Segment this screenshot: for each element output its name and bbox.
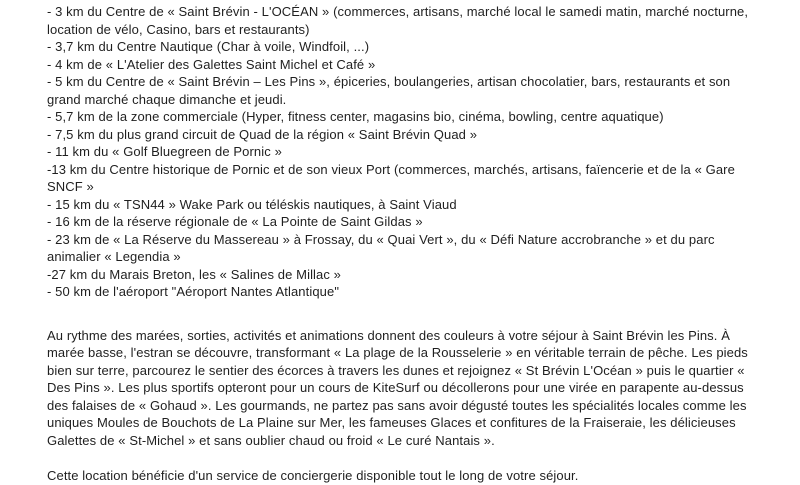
distance-list-item: -13 km du Centre historique de Pornic et de son vieux Port (commerces, marchés, artisans, faïencerie et de la « Gare SNCF » bbox=[47, 161, 735, 194]
distance-list-item: - 3 km du Centre de « Saint Brévin - L'OCÉAN » (commerces, artisans, marché local le samedi matin, marché nocturne, location de vélo, Casino, bars et restaurants) bbox=[47, 4, 749, 37]
distance-list-item: - 50 km de l'aéroport "Aéroport Nantes Atlantique" bbox=[47, 284, 340, 299]
distance-list-item: - 16 km de la réserve régionale de « La Pointe de Saint Gildas » bbox=[47, 214, 423, 229]
distance-list-item: - 3,7 km du Centre Nautique (Char à voile, Windfoil, ...) bbox=[47, 39, 370, 54]
distance-list-item: - 7,5 km du plus grand circuit de Quad de la région « Saint Brévin Quad » bbox=[47, 126, 478, 142]
distance-list-item: - 4 km de « L'Atelier des Galettes Saint Michel et Café » bbox=[47, 56, 376, 72]
distance-list-item: - 15 km du « TSN44 » Wake Park ou téléskis nautiques, à Saint Viaud bbox=[47, 196, 457, 212]
distance-list-item: - 23 km de « La Réserve du Massereau » à Frossay, du « Quai Vert », du « Défi Nature accrobranche » et du parc animalier « Legendia » bbox=[47, 231, 715, 264]
distance-list-item: - 5 km du Centre de « Saint Brévin – Les Pins », épiceries, boulangeries, artisan chocolatier, bars, restaurants et son grand marché chaque dimanche et jeudi. bbox=[47, 74, 731, 107]
distance-list-item: - 11 km du « Golf Bluegreen de Pornic » bbox=[47, 144, 282, 159]
distance-list-item: -27 km du Marais Breton, les « Salines de Millac » bbox=[47, 266, 342, 282]
activities-paragraph: Au rythme des marées, sorties, activités et animations donnent des couleurs à votre séjour à Saint Brévin les Pins. À marée basse, l'estran se découvre, transformant « La plage de la Rousselerie » en véritable terrain de pêche. Les pieds bien sur terre, parcourez le sentier des écorces à travers les dunes et rejoignez « St Brévin L'Océan » puis le quartier « Des Pins ». Les plus sportifs opteront pour un cours de KiteSurf ou décollerons pour une virée en parapente au-dessus des falaises de « Gohaud ». Les gourmands, ne partez pas sans avoir dégusté toutes les spécialités locales comme les uniques Moules de Bouchots de La Plaine sur Mer, les fameuses Glaces et confitures de la Fraiseraie, les délicieuses Galettes de « St-Michel » et sans oublier chaud ou froid « Le curé Nantais ». bbox=[47, 327, 748, 448]
distance-list bbox=[47, 3, 753, 301]
concierge-note: Cette location bénéficie d'un service de conciergerie disponible tout le long de votre séjour. bbox=[47, 468, 579, 483]
distance-list-item: - 5,7 km de la zone commerciale (Hyper, fitness center, magasins bio, cinéma, bowling, centre aquatique) bbox=[47, 109, 664, 124]
